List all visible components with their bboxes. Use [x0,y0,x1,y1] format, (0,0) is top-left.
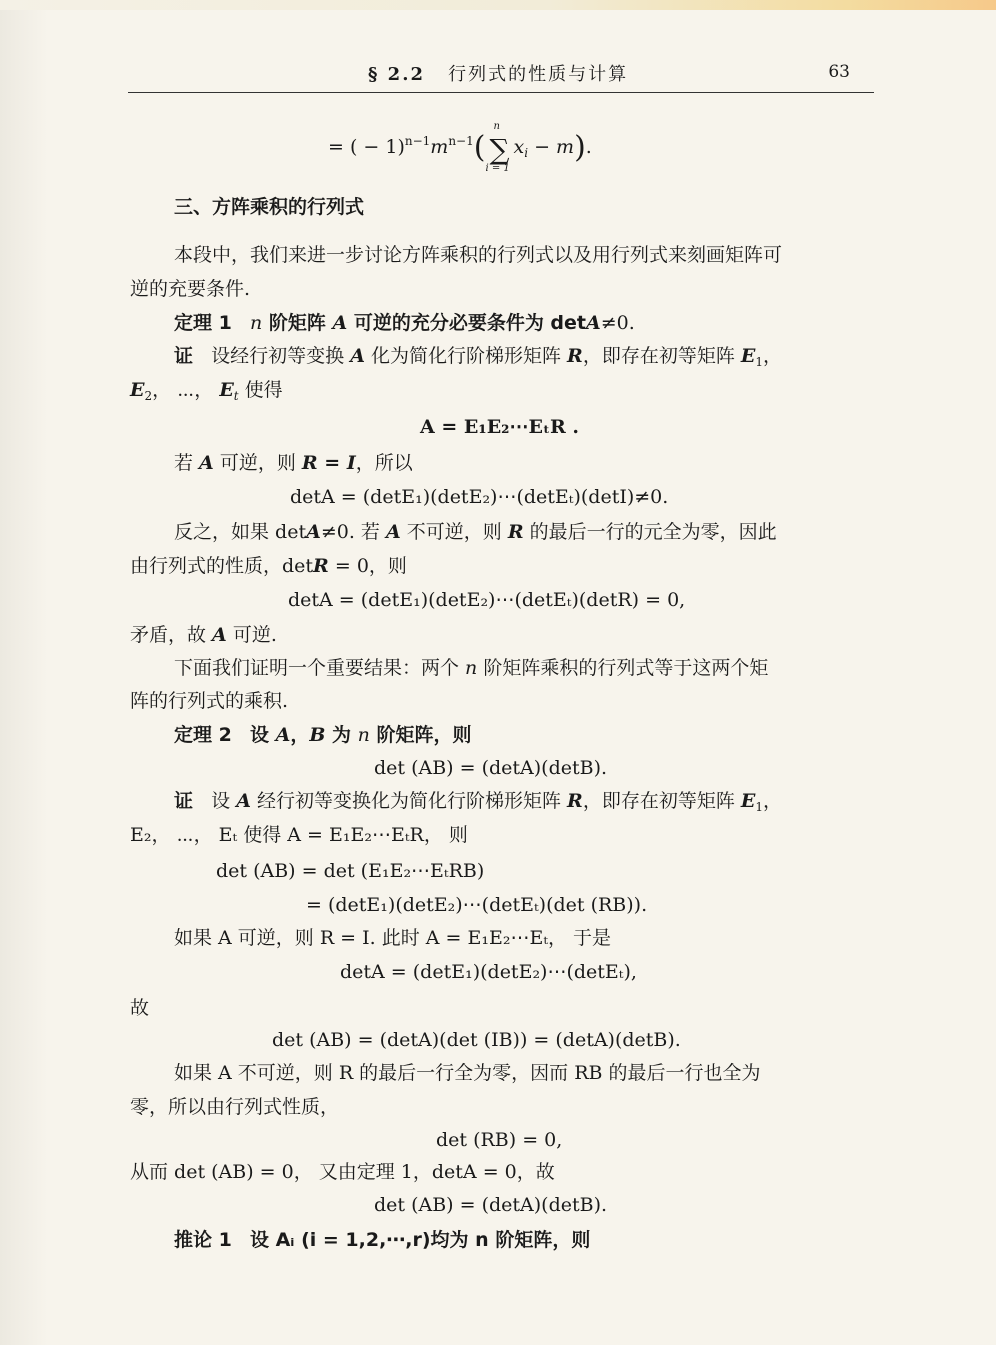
equation-4: det (AB) = (detA)(detB). [374,757,608,779]
page-number: 63 [828,62,850,82]
equation-5: det (AB) = det (E₁E₂⋯EₜRB) [216,860,485,882]
page-top-edge [0,0,996,10]
equation-7: detA = (detE₁)(detE₂)⋯(detEₜ), [340,961,637,983]
section-subheading: 三、方阵乘积的行列式 [174,196,365,218]
proof-1-line: 证 设经行初等变换 A 化为简化行阶梯形矩阵 R，即存在初等矩阵 $E_1$， [174,345,783,369]
paragraph-line: 从而 det (AB) = 0， 又由定理 1，detA = 0，故 [130,1161,555,1183]
paragraph-line: 若 A 可逆，则 R = I，所以 [174,452,413,474]
paragraph-line: 由行列式的性质，detR = 0，则 [130,555,407,577]
section-heading [368,60,628,86]
theorem-2: 定理 2 设 A，B 为 n 阶矩阵，则 [174,724,472,746]
proof-2-line: 证 设 A 经行初等变换化为简化行阶梯形矩阵 R，即存在初等矩阵 $E_1$， [174,790,783,814]
section-title: 行列式的性质与计算 [448,64,629,85]
paragraph-line: 如果 A 可逆，则 R = I. 此时 A = E₁E₂⋯Eₜ， 于是 [174,927,612,949]
section-number: § 2.2 [368,64,425,85]
equation-top: = ( − $1)^{n-1}m^{n-1}$( ∑ n i = 1 $x_i - m$). [328,121,592,174]
summation-symbol: ∑ n i = 1 [485,121,510,174]
proof-1-line: $E_2$， ⋯， $E_t$ 使得 [130,379,283,403]
corollary-1: 推论 1 设 Aᵢ (i = 1,2,⋯,r)均为 n 阶矩阵，则 [174,1229,591,1251]
equation-3: detA = (detE₁)(detE₂)⋯(detEₜ)(detR) = 0, [288,589,686,611]
equation-6: = (detE₁)(detE₂)⋯(detEₜ)(det (RB)). [306,894,648,916]
paragraph-line: 下面我们证明一个重要结果：两个 n 阶矩阵乘积的行列式等于这两个矩 [174,657,769,679]
proof-2-line: E₂， ⋯， Eₜ 使得 A = E₁E₂⋯EₜR， 则 [130,824,468,846]
equation-8: det (AB) = (detA)(det (IB)) = (detA)(detB). [272,1029,681,1051]
equation-10: det (AB) = (detA)(detB). [374,1194,608,1216]
paragraph-line: 零，所以由行列式性质， [130,1096,340,1118]
paragraph-line: 反之，如果 detA≠0. 若 A 不可逆，则 R 的最后一行的元全为零，因此 [174,521,777,543]
equation-2: detA = (detE₁)(detE₂)⋯(detEₜ)(detI)≠0. [290,486,669,508]
equation-9: det (RB) = 0, [436,1129,563,1151]
paragraph-line: 本段中，我们来进一步讨论方阵乘积的行列式以及用行列式来刻画矩阵可 [174,244,783,266]
page-left-edge [0,10,48,1345]
paragraph-line: 故 [130,997,150,1019]
paragraph-line: 矛盾，故 A 可逆. [130,624,277,646]
running-header [128,58,874,93]
paragraph-line: 逆的充要条件. [130,278,251,300]
paragraph-line: 阵的行列式的乘积. [130,690,289,712]
equation-1: A = E₁E₂⋯EₜR . [420,416,580,438]
paragraph-line: 如果 A 不可逆，则 R 的最后一行全为零，因而 RB 的最后一行也全为 [174,1062,761,1084]
theorem-1: 定理 1 n 阶矩阵 A 可逆的充分必要条件为 detA≠0. [174,312,635,334]
